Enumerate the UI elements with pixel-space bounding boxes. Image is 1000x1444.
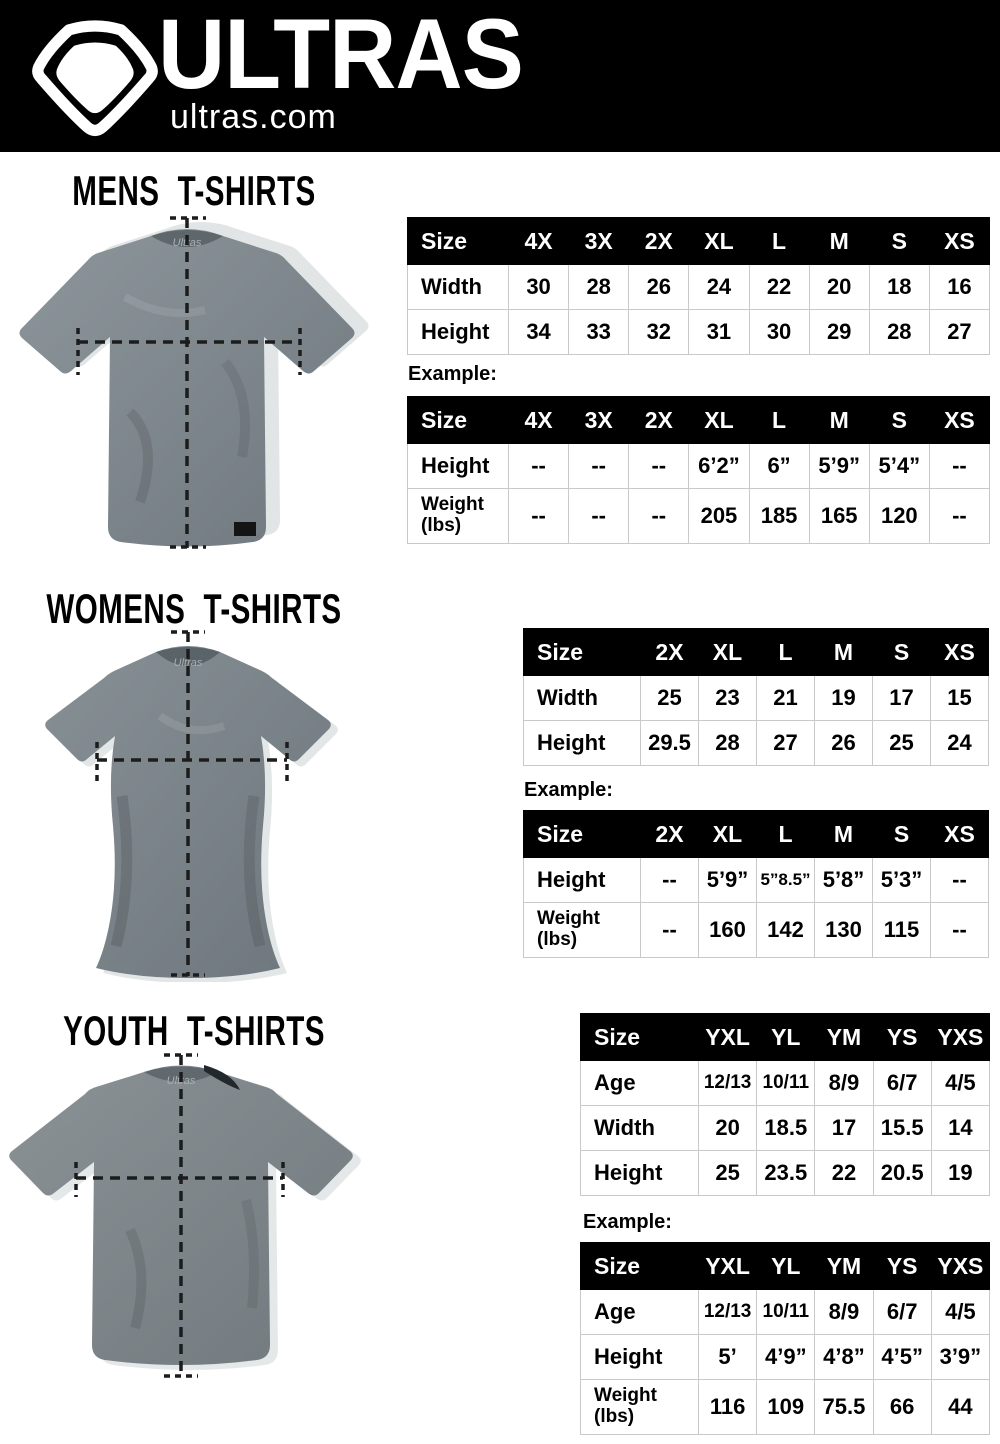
size-header: S [869,397,929,444]
cell-value: 12/13 [699,1061,757,1106]
cell-value: -- [929,489,989,544]
size-header: YXL [699,1014,757,1061]
table-row [581,1151,990,1196]
cell-value: 15 [931,676,989,721]
cell-value: -- [931,903,989,958]
cell-value: 23 [699,676,757,721]
neck-label: Ultras [166,1075,196,1087]
youth-example-label: Example: [583,1211,672,1233]
size-header: S [873,811,931,858]
cell-value: 205 [689,489,749,544]
cell-value: 15.5 [873,1106,931,1151]
table-header-row [581,1243,990,1290]
cell-value: -- [641,858,699,903]
cell-value: 18.5 [757,1106,815,1151]
size-header: 2X [629,397,689,444]
table-header-row [408,397,990,444]
cell-value: -- [929,444,989,489]
size-header: 4X [509,218,569,265]
cell-value: 75.5 [815,1380,873,1435]
table-row [408,489,990,544]
cell-value: 20 [699,1106,757,1151]
cell-value: 19 [815,676,873,721]
row-label: Height [524,721,641,766]
womens-tshirt-image [40,626,370,982]
cell-value: 5”8.5” [757,858,815,903]
cell-value: 4’8” [815,1335,873,1380]
cell-value: 160 [699,903,757,958]
size-header: M [809,218,869,265]
size-column-header: Size [581,1243,699,1290]
womens-section-title: WOMENS T-SHIRTS [46,586,342,632]
cell-value: 29.5 [641,721,699,766]
cell-value: 44 [931,1380,989,1435]
table-row [408,310,990,355]
cell-value: 3’9” [931,1335,989,1380]
cell-value: 31 [689,310,749,355]
cell-value: 185 [749,489,809,544]
cell-value: 21 [757,676,815,721]
size-header: YXL [699,1243,757,1290]
row-label: Height [408,310,509,355]
brand-wordmark: ULTRAS [158,0,523,109]
size-header: 2X [641,629,699,676]
row-label: Weight (lbs) [581,1380,699,1435]
cell-value: 19 [931,1151,989,1196]
neck-label: Ultras [172,237,202,249]
size-header: 3X [569,397,629,444]
cell-value: -- [569,444,629,489]
cell-value: 8/9 [815,1290,873,1335]
table-row [524,903,989,958]
row-label: Width [581,1106,699,1151]
cell-value: 165 [809,489,869,544]
table-row [408,265,990,310]
cell-value: 10/11 [757,1061,815,1106]
row-label: Width [524,676,641,721]
table-header-row [581,1014,990,1061]
cell-value: -- [509,489,569,544]
cell-value: -- [629,489,689,544]
cell-value: 116 [699,1380,757,1435]
cell-value: -- [931,858,989,903]
cell-value: 25 [873,721,931,766]
cell-value: 26 [815,721,873,766]
size-header: YS [873,1014,931,1061]
table-row [581,1335,990,1380]
cell-value: 16 [929,265,989,310]
hem-tag [234,522,256,536]
table-row [524,858,989,903]
cell-value: 24 [931,721,989,766]
size-header: YXS [931,1014,989,1061]
size-header: YL [757,1014,815,1061]
cell-value: 14 [931,1106,989,1151]
size-header: XL [699,629,757,676]
mens-size-table [407,217,990,355]
cell-value: 130 [815,903,873,958]
row-label: Age [581,1061,699,1106]
cell-value: 30 [509,265,569,310]
size-header: XS [931,811,989,858]
cell-value: 29 [809,310,869,355]
row-label: Weight (lbs) [408,489,509,544]
cell-value: 6/7 [873,1290,931,1335]
size-column-header: Size [408,218,509,265]
cell-value: 66 [873,1380,931,1435]
table-row [408,444,990,489]
cell-value: -- [569,489,629,544]
ultras-pentagon-logo-icon [30,12,160,144]
size-header: L [749,218,809,265]
cell-value: 109 [757,1380,815,1435]
cell-value: 28 [699,721,757,766]
table-row [581,1061,990,1106]
size-header: YXS [931,1243,989,1290]
size-header: M [809,397,869,444]
row-label: Age [581,1290,699,1335]
cell-value: -- [641,903,699,958]
cell-value: 142 [757,903,815,958]
cell-value: 4’5” [873,1335,931,1380]
cell-value: 5’8” [815,858,873,903]
size-column-header: Size [581,1014,699,1061]
row-label: Height [408,444,509,489]
cell-value: 4/5 [931,1290,989,1335]
neck-label: Ultras [173,657,203,669]
size-header: YL [757,1243,815,1290]
row-label: Height [524,858,641,903]
cell-value: 34 [509,310,569,355]
table-row [581,1106,990,1151]
cell-value: 115 [873,903,931,958]
cell-value: 24 [689,265,749,310]
size-header: 4X [509,397,569,444]
table-header-row [408,218,990,265]
size-header: M [815,629,873,676]
cell-value: 5’ [699,1335,757,1380]
cell-value: 28 [569,265,629,310]
cell-value: 5’9” [699,858,757,903]
size-header: 3X [569,218,629,265]
size-header: XS [929,218,989,265]
cell-value: 22 [749,265,809,310]
table-row [524,676,989,721]
size-header: XL [689,397,749,444]
size-header: XL [689,218,749,265]
cell-value: 28 [869,310,929,355]
cell-value: -- [629,444,689,489]
cell-value: 5’4” [869,444,929,489]
size-header: M [815,811,873,858]
size-header: XS [931,629,989,676]
cell-value: 32 [629,310,689,355]
size-header: L [749,397,809,444]
cell-value: 33 [569,310,629,355]
mens-section-title: MENS T-SHIRTS [72,168,316,214]
youth-tshirt-image [8,1050,380,1382]
cell-value: 6” [749,444,809,489]
womens-example-label: Example: [524,779,613,801]
cell-value: 18 [869,265,929,310]
cell-value: 120 [869,489,929,544]
cell-value: 17 [873,676,931,721]
cell-value: 20.5 [873,1151,931,1196]
size-column-header: Size [524,629,641,676]
row-label: Width [408,265,509,310]
header-bar [0,0,1000,152]
mens-example-label: Example: [408,363,497,385]
cell-value: 25 [641,676,699,721]
womens-example-table [523,810,989,958]
cell-value: 25 [699,1151,757,1196]
cell-value: 4/5 [931,1061,989,1106]
cell-value: 6’2” [689,444,749,489]
youth-example-table [580,1242,990,1435]
size-header: L [757,629,815,676]
cell-value: 23.5 [757,1151,815,1196]
table-header-row [524,811,989,858]
cell-value: 26 [629,265,689,310]
womens-size-table [523,628,989,766]
size-header: 2X [629,218,689,265]
cell-value: 27 [929,310,989,355]
size-header: YS [873,1243,931,1290]
size-header: XL [699,811,757,858]
table-header-row [524,629,989,676]
size-header: YM [815,1014,873,1061]
cell-value: 4’9” [757,1335,815,1380]
size-header: S [869,218,929,265]
table-row [581,1380,990,1435]
row-label: Height [581,1335,699,1380]
cell-value: 5’9” [809,444,869,489]
size-header: L [757,811,815,858]
size-column-header: Size [524,811,641,858]
youth-size-table [580,1013,990,1196]
cell-value: -- [509,444,569,489]
site-domain-text: ultras.com [170,98,337,136]
size-header: S [873,629,931,676]
cell-value: 20 [809,265,869,310]
row-label: Weight (lbs) [524,903,641,958]
youth-section-title: YOUTH T-SHIRTS [63,1008,325,1054]
size-header: 2X [641,811,699,858]
row-label: Height [581,1151,699,1196]
cell-value: 30 [749,310,809,355]
table-row [581,1290,990,1335]
table-row [524,721,989,766]
cell-value: 12/13 [699,1290,757,1335]
mens-tshirt-image [10,212,390,562]
mens-example-table [407,396,990,544]
cell-value: 17 [815,1106,873,1151]
size-header: XS [929,397,989,444]
cell-value: 10/11 [757,1290,815,1335]
cell-value: 5’3” [873,858,931,903]
cell-value: 6/7 [873,1061,931,1106]
size-header: YM [815,1243,873,1290]
cell-value: 27 [757,721,815,766]
cell-value: 8/9 [815,1061,873,1106]
cell-value: 22 [815,1151,873,1196]
size-column-header: Size [408,397,509,444]
